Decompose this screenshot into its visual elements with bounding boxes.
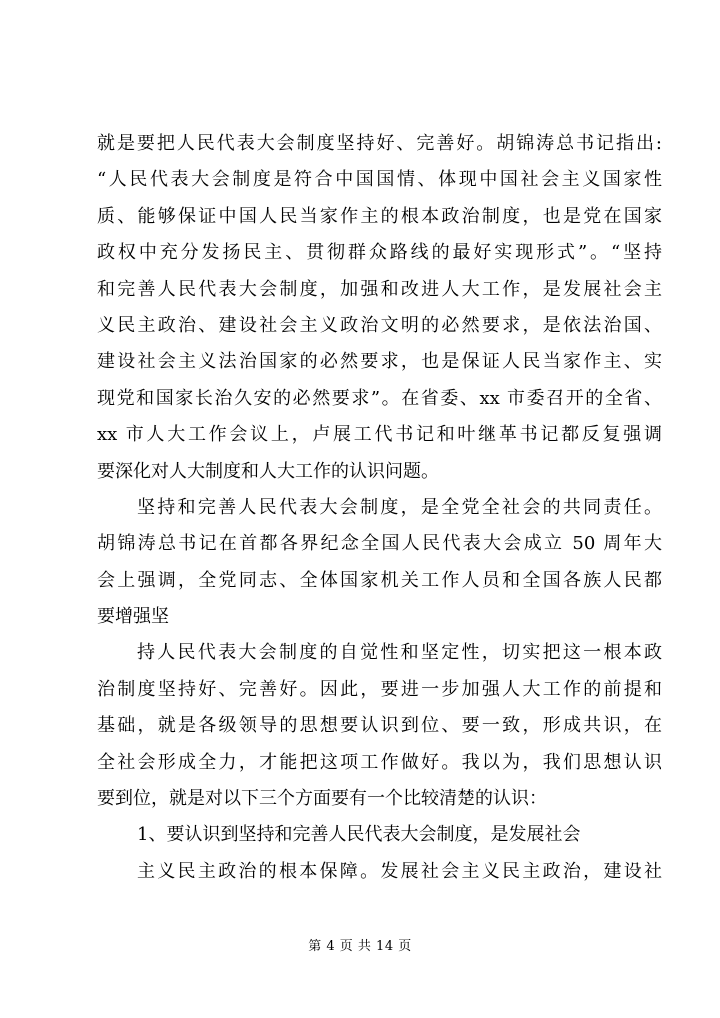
text-line: 和完善人民代表大会制度，加强和改进人大工作，是发展社会主 (97, 278, 662, 300)
text-line: 1、要认识到坚持和完善人民代表大会制度，是发展社会 (137, 824, 581, 846)
text-line: 义民主政治、建设社会主义政治文明的必然要求，是依法治国、 (97, 314, 662, 336)
text-line: “人民代表大会制度是符合中国国情、体现中国社会主义国家性 (97, 169, 662, 191)
text-line: 质、能够保证中国人民当家作主的根本政治制度，也是党在国家 (97, 205, 662, 227)
text-line: 要增强坚 (97, 606, 169, 628)
text-line: 要到位，就是对以下三个方面要有一个比较清楚的认识： (97, 788, 547, 810)
body-text (97, 126, 662, 890)
text-line: 主义民主政治的根本保障。发展社会主义民主政治，建设社 (137, 860, 662, 882)
text-line: 现党和国家长治久安的必然要求”。在省委、xx 市委召开的全省、 (97, 387, 662, 409)
text-line: 持人民代表大会制度的自觉性和坚定性，切实把这一根本政 (137, 642, 662, 664)
text-line: 坚持和完善人民代表大会制度，是全党全社会的共同责任。 (137, 496, 662, 518)
text-line: 会上强调，全党同志、全体国家机关工作人员和全国各族人民都 (97, 569, 662, 591)
text-line: 要深化对人大制度和人大工作的认识问题。 (97, 460, 439, 482)
text-line: 就是要把人民代表大会制度坚持好、完善好。胡锦涛总书记指出: (97, 133, 662, 154)
page-number-footer: 第 4 页 共 14 页 (308, 939, 412, 954)
text-line: 政权中充分发扬民主、贯彻群众路线的最好实现形式”。“坚持 (97, 242, 662, 264)
text-line: 建设社会主义法治国家的必然要求，也是保证人民当家作主、实 (97, 351, 662, 373)
text-line: xx 市人大工作会议上，卢展工代书记和叶继革书记都反复强调 (97, 424, 662, 446)
text-line: 基础，就是各级领导的思想要认识到位、要一致，形成共识，在 (97, 715, 662, 737)
text-line: 治制度坚持好、完善好。因此，要进一步加强人大工作的前提和 (97, 678, 662, 700)
text-line: 胡锦涛总书记在首都各界纪念全国人民代表大会成立 50 周年大 (97, 533, 662, 555)
text-line: 全社会形成全力，才能把这项工作做好。我以为，我们思想认识 (97, 751, 662, 773)
